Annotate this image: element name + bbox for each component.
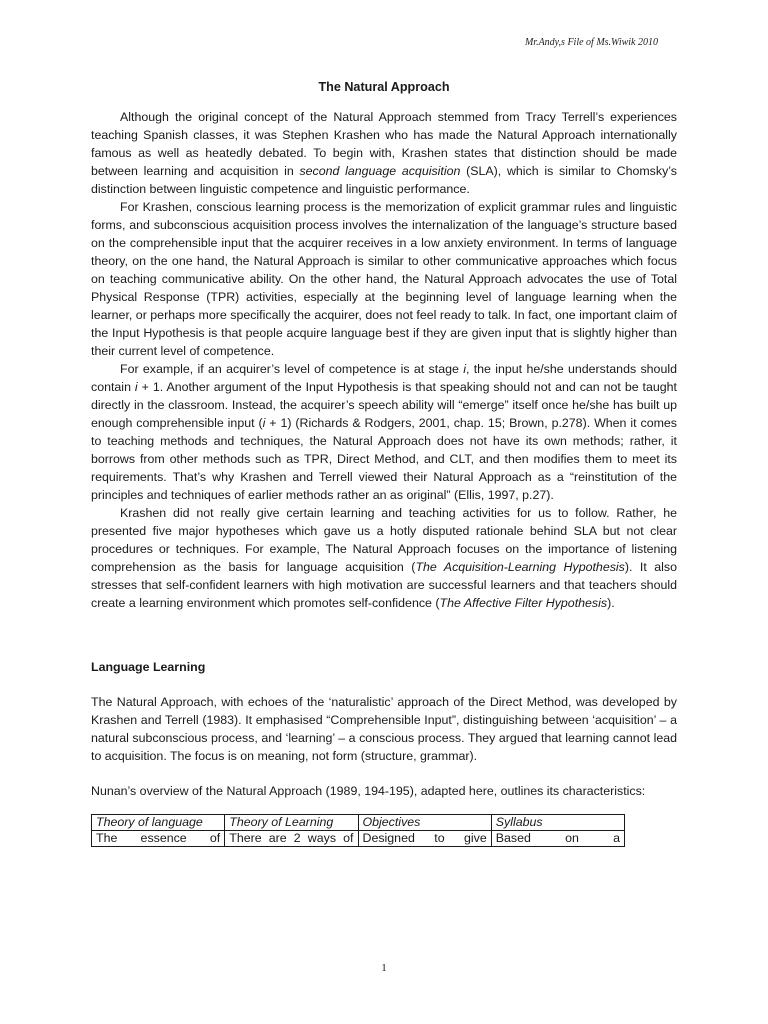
paragraph-text: (SLA), which is similar to Chomsky’s distinction between linguistic competence and linguistic performance.: [91, 164, 677, 196]
table-header-cell: Theory of language: [92, 815, 225, 831]
paragraph-text: ).: [607, 596, 615, 610]
paragraph-5: The Natural Approach, with echoes of the ‘naturalistic’ approach of the Direct Method, was developed by Krashen and Terrell (1983). It emphasised “Comprehensible Input”, distinguishing between ‘acquisition’ – a natural subconscious process, and ‘learning’ – a conscious process. They argued that learning cannot lead to acquisition. The focus is on meaning, not form (structure, grammar).: [91, 695, 677, 763]
paragraph-text: ). It also stresses that self-confident learners with high motivation are successful learners and that teachers should create a learning environment which promotes self-confidence (: [91, 560, 677, 610]
paragraph-text: Although the original concept of the Natural Approach stemmed from Tracy Terrell’s experiences teaching Spanish classes, it was Stephen Krashen who has made the Natural Approach internationally famous as well as heatedly debated. To begin with, Krashen states that distinction should be made between learning and acquisition in: [91, 110, 677, 178]
document-title: The Natural Approach: [318, 80, 450, 94]
italic-term: The Affective Filter Hypothesis: [439, 596, 608, 610]
characteristics-table: [91, 814, 625, 847]
paragraph-text: + 1. Another argument of the Input Hypothesis is that speaking should not and can not be taught directly in the classroom. Instead, the acquirer’s speech ability will “emerge” itself once he/she has built up enough comprehensible input (: [91, 380, 678, 430]
italic-variable: i: [463, 362, 466, 376]
table-header-cell: Theory of Learning: [225, 815, 358, 831]
italic-variable: i: [134, 380, 138, 394]
section-heading: Language Learning: [91, 660, 206, 674]
paragraph-text: For example, if an acquirer’s level of competence is at stage: [120, 362, 464, 376]
italic-variable: i: [262, 416, 266, 430]
paragraph-2: For Krashen, conscious learning process is the memorization of explicit grammar rules and linguistic forms, and subconscious acquisition process involves the internalization of the language’s structure based on the comprehensible input that the acquirer receives in a low anxiety environment. In terms of language theory, on the one hand, the Natural Approach is similar to other communicative approaches which focus on teaching communicative ability. On the other hand, the Natural Approach advocates the use of Total Physical Response (TPR) activities, especially at the beginning level of language learning when the learner, or perhaps more specifically the acquirer, does not feel ready to talk. In fact, one important claim of the Input Hypothesis is that people acquire language best if they are given input that is slightly higher than their current level of competence.: [91, 200, 677, 358]
paragraph-6: Nunan’s overview of the Natural Approach (1989, 194-195), adapted here, outlines its characteristics:: [91, 784, 646, 798]
italic-term: The Acquisition-Learning Hypothesis: [415, 560, 625, 574]
paragraph-4: [91, 504, 677, 612]
page-number: 1: [381, 962, 387, 974]
paragraph-text: + 1) (Richards & Rodgers, 2001, chap. 15; Brown, p.278). When it comes to teaching methods and techniques, the Natural Approach does not have its own methods; rather, it borrows from other methods such as TPR, Direct Method, and CLT, and then modifies them to meet its requirements. That’s why Krashen and Terrell viewed their Natural Approach as a “reinstitution of the principles and techniques of earlier methods rather an as original” (Ellis, 1997, p.27).: [91, 416, 677, 502]
header-note: Mr.Andy,s File of Ms.Wiwik 2010: [524, 37, 658, 48]
table-header-row: [92, 815, 625, 831]
table-header-cell: Objectives: [358, 815, 491, 831]
table-cell: There are 2 ways of: [225, 831, 358, 847]
document-body: [91, 70, 677, 847]
paragraph-text: , the input he/she understands should contain: [91, 362, 677, 394]
table-header-cell: Syllabus: [491, 815, 624, 831]
table-cell: Based on a: [491, 831, 624, 847]
paragraph-3: [91, 360, 677, 504]
paragraph-1: [91, 108, 677, 198]
table-cell: The essence of: [92, 831, 225, 847]
italic-term: second language acquisition: [299, 164, 461, 178]
table-cell: Designed to give: [358, 831, 491, 847]
table-row: [92, 831, 625, 847]
paragraph-text: Krashen did not really give certain learning and teaching activities for us to follow. Rather, he presented five major hypotheses which gave us a hotly disputed rationale behind SLA but not clear procedures or techniques. For example, The Natural Approach focuses on the importance of listening comprehension as the basis for language acquisition (: [91, 506, 677, 574]
